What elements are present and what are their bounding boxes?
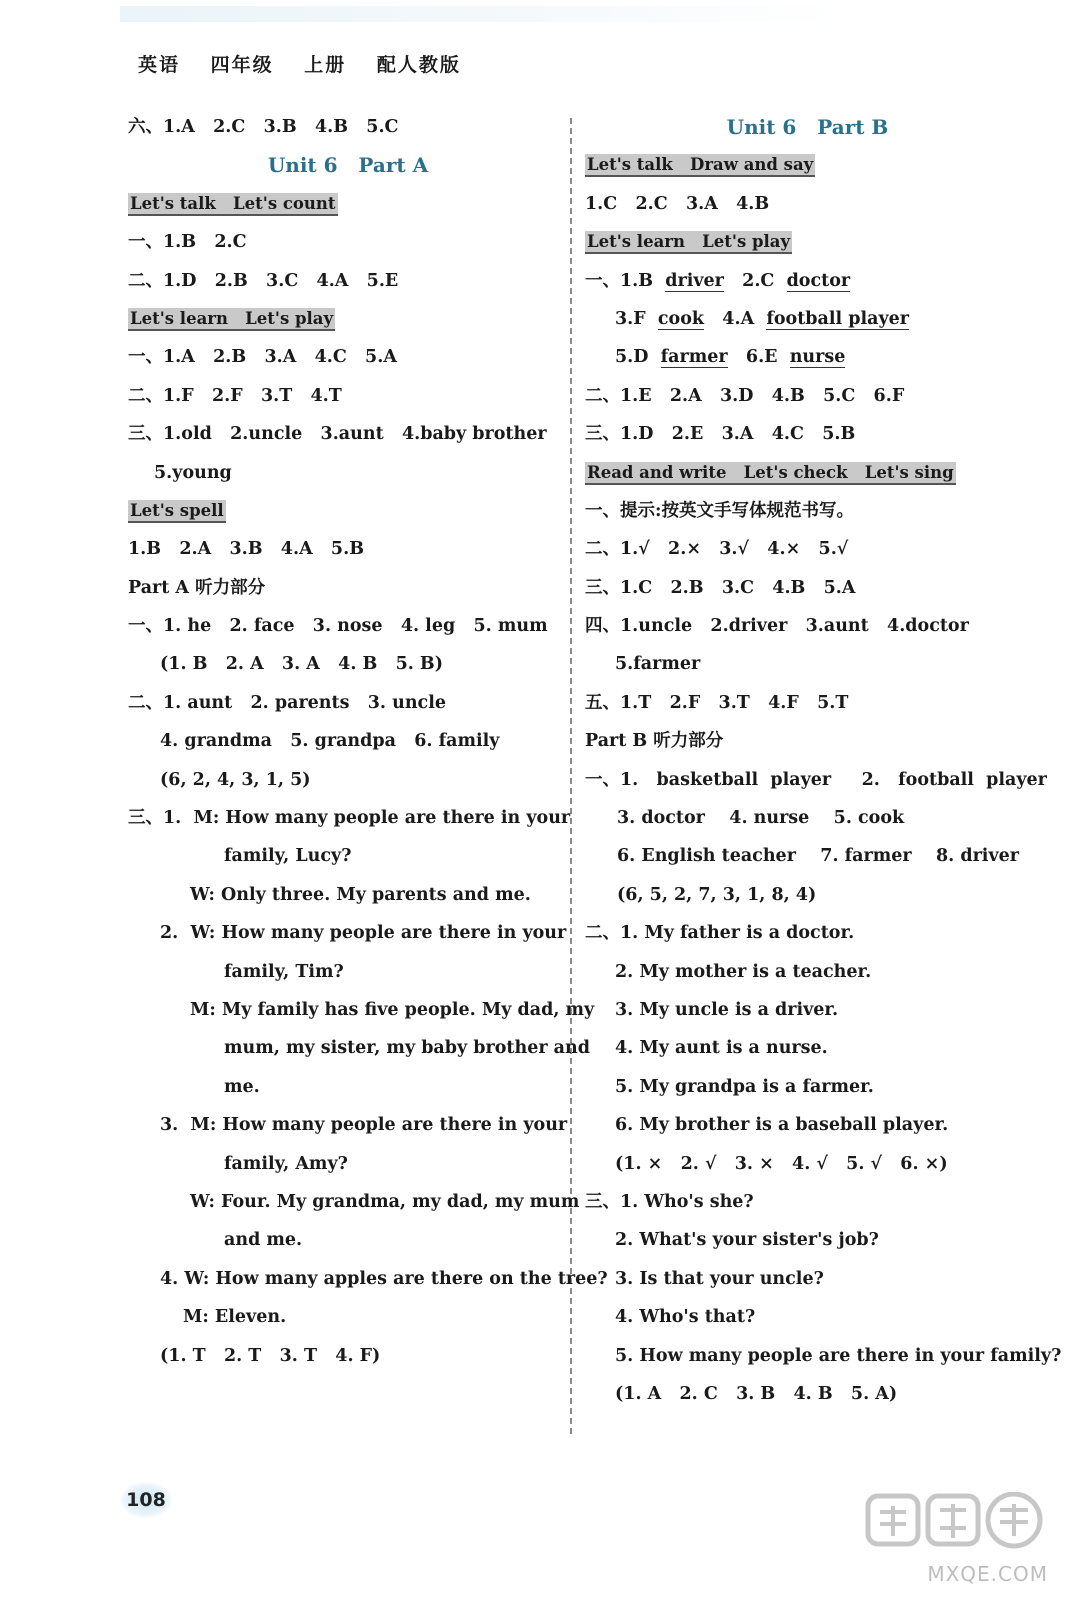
answer-line: 5.young [154,462,232,483]
dialogue-line: M: Eleven. [183,1307,287,1328]
listening-heading: Part B 听力部分 [585,731,724,752]
column-divider [570,118,572,1434]
dialogue-line: me. [224,1076,260,1097]
answer-line: 二、1. aunt 2. parents 3. uncle [128,692,446,713]
top-decorative-band [120,6,840,22]
answer-line: 1.C 2.C 3.A 4.B [585,193,770,214]
dialogue-line: W: Only three. My parents and me. [190,884,531,905]
watermark-text: MXQE.COM [927,1562,1048,1586]
sentence-line: 6. My brother is a baseball player. [615,1115,949,1136]
dialogue-line: mum, my sister, my baby brother and [224,1038,590,1059]
header-grade: 四年级 [210,54,274,76]
dialogue-line: M: My family has five people. My dad, my [190,999,595,1020]
watermark [862,1492,1048,1588]
left-column [128,108,608,1375]
sentence-line: 三、1. Who's she? [585,1191,754,1212]
answer-line: 一、提示:按英文手写体规范书写。 [585,500,854,521]
answer-prefix: 3.F [615,308,658,329]
dialogue-line: 三、1. M: How many people are there in your [128,808,571,829]
right-column [585,108,1062,1413]
sentence-line: 3. Is that your uncle? [615,1268,824,1289]
answer-line: 三、1.C 2.B 3.C 4.B 5.A [585,577,856,598]
section-heading [128,300,568,338]
answer-middle: 2.C [723,270,787,291]
section-label: Let's talk Let's count [128,193,338,216]
answer-line: 二、1.E 2.A 3.D 4.B 5.C 6.F [585,385,905,406]
answer-prefix: 一、1.B [585,270,666,291]
header-edition: 配人教版 [376,54,461,76]
sentence-line: 4. My aunt is a nurse. [615,1038,828,1059]
answer-line: 二、1.F 2.F 3.T 4.T [128,385,342,406]
section-label: Let's talk Draw and say [585,154,815,177]
answer-line: (1. T 2. T 3. T 4. F) [160,1345,381,1366]
dialogue-line: and me. [224,1230,303,1251]
answer-line: 六、1.A 2.C 3.B 4.B 5.C [128,117,399,137]
answer-line: (1. A 2. C 3. B 4. B 5. A) [615,1383,898,1404]
answer-line: 一、1.B 2.C [128,232,247,253]
page-header [138,50,483,77]
answer-line: 二、1.D 2.B 3.C 4.A 5.E [128,270,399,291]
answer-line [585,338,1030,376]
answer-line: 4. grandma 5. grandpa 6. family [160,731,500,752]
underlined-word: farmer [660,347,728,368]
dialogue-line: 2. W: How many people are there in your [160,923,567,944]
answer-middle: 6.E [727,347,790,368]
section-heading [128,185,568,223]
dialogue-line: 3. M: How many people are there in your [160,1115,568,1136]
unit-title-part-b: Unit 6 Part B [726,115,889,139]
section-label: Read and write Let's check Let's sing [585,462,956,485]
underlined-word: nurse [789,347,846,368]
sentence-line: 二、1. My father is a doctor. [585,923,855,944]
dialogue-line: 4. W: How many apples are there on the tree? [160,1268,608,1289]
answer-line: 一、1. he 2. face 3. nose 4. leg 5. mum [128,616,548,637]
dialogue-line: family, Amy? [224,1153,348,1174]
section-heading [585,146,1030,184]
answer-line: 6. English teacher 7. farmer 8. driver [617,846,1019,867]
answer-line: 四、1.uncle 2.driver 3.aunt 4.doctor [585,616,969,637]
watermark-logo-icon [862,1492,1048,1562]
listening-heading: Part A 听力部分 [128,577,266,598]
answer-line: 二、1.√ 2.× 3.√ 4.× 5.√ [585,539,849,560]
answer-middle: 4.A [704,308,767,329]
answer-line: 3. doctor 4. nurse 5. cook [617,808,905,829]
answer-line: 五、1.T 2.F 3.T 4.F 5.T [585,692,849,713]
sentence-line: 5. My grandpa is a farmer. [615,1076,874,1097]
underlined-word: doctor [786,270,851,291]
sentence-line: 2. What's your sister's job? [615,1230,879,1251]
answer-line: 三、1.D 2.E 3.A 4.C 5.B [585,424,856,445]
answer-line: 1.B 2.A 3.B 4.A 5.B [128,539,364,560]
header-volume: 上册 [304,54,347,76]
answer-line: 一、1. basketball player 2. football player [585,769,1047,790]
dialogue-line: family, Tim? [224,961,344,982]
unit-title-part-a: Unit 6 Part A [267,153,429,178]
dialogue-line: family, Lucy? [224,846,352,867]
underlined-word: football player [766,308,910,329]
answer-line: 三、1.old 2.uncle 3.aunt 4.baby brother [128,424,547,445]
page-number: 108 [120,1482,172,1518]
answer-prefix: 5.D [615,347,661,368]
header-subject: 英语 [138,54,181,76]
answer-line: 5.farmer [615,654,701,675]
answer-line: 一、1.A 2.B 3.A 4.C 5.A [128,347,397,368]
answer-line: (6, 2, 4, 3, 1, 5) [160,769,311,790]
sentence-line: 4. Who's that? [615,1307,756,1328]
underlined-word: driver [665,270,724,291]
section-label: Let's spell [128,500,226,523]
section-heading [585,223,1030,261]
answer-line: (6, 5, 2, 7, 3, 1, 8, 4) [617,884,817,905]
sentence-line: 2. My mother is a teacher. [615,961,872,982]
sentence-line: 5. How many people are there in your family? [615,1345,1062,1366]
section-heading [585,454,1030,492]
section-label: Let's learn Let's play [585,231,792,254]
dialogue-line: W: Four. My grandma, my dad, my mum [190,1191,580,1212]
section-label: Let's learn Let's play [128,308,335,331]
answer-line: (1. × 2. √ 3. × 4. √ 5. √ 6. ×) [615,1153,948,1174]
sentence-line: 3. My uncle is a driver. [615,999,839,1020]
answer-line [585,300,1030,338]
answer-line: (1. B 2. A 3. A 4. B 5. B) [160,654,444,675]
underlined-word: cook [657,308,705,329]
answer-line [585,262,1030,300]
section-heading [128,492,568,530]
